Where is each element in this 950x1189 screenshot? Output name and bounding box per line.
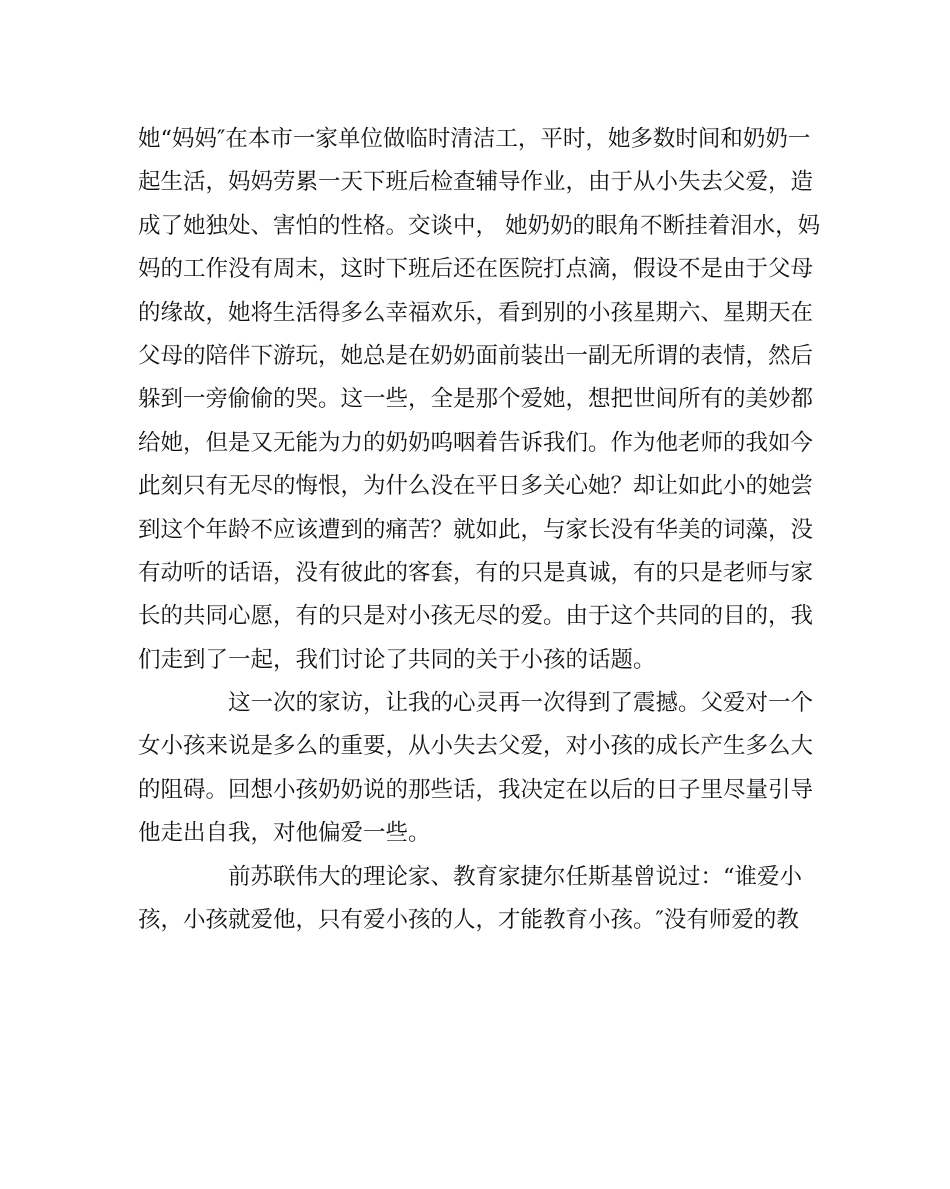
text-line: 到这个年龄不应该遭到的痛苦？就如此，与家长没有华美的词藻，没 [138, 516, 814, 543]
text-line: 起生活，妈妈劳累一天下班后检查辅导作业，由于从小失去父爱，造 [138, 169, 814, 196]
text-line: 给她，但是又无能为力的奶奶呜咽着告诉我们。作为他老师的我如今 [138, 429, 814, 456]
paragraph-start-line: 这一次的家访，让我的心灵再一次得到了震撼。父爱对一个 [228, 690, 814, 717]
text-line: 女小孩来说是多么的重要，从小失去父爱，对小孩的成长产生多么大 [138, 733, 814, 760]
text-line: 长的共同心愿，有的只是对小孩无尽的爱。由于这个共同的目的，我 [138, 603, 814, 630]
text-line: 的缘故，她将生活得多么幸福欢乐，看到别的小孩星期六、星期天在 [138, 299, 814, 326]
text-line: 她“妈妈″在本市一家单位做临时清洁工，平时，她多数时间和奶奶一 [138, 126, 811, 152]
text-line: 父母的陪伴下游玩，她总是在奶奶面前装出一副无所谓的表情，然后 [138, 342, 814, 369]
text-line: 有动听的话语，没有彼此的客套，有的只是真诚，有的只是老师与家 [138, 559, 814, 586]
text-line: 孩，小孩就爱他，只有爱小孩的人，才能教育小孩。″没有师爱的教 [138, 907, 799, 934]
text-line: 们走到了一起，我们讨论了共同的关于小孩的话题。 [138, 646, 656, 673]
text-line: 妈的工作没有周末，这时下班后还在医院打点滴，假设不是由于父母 [138, 256, 814, 283]
paragraph-start-line: 前苏联伟大的理论家、教育家捷尔任斯基曾说过：“谁爱小 [228, 863, 803, 890]
text-line: 躲到一旁偷偷的哭。这一些，全是那个爱她，想把世间所有的美妙都 [138, 386, 814, 413]
text-line: 的阻碍。回想小孩奶奶说的那些话，我决定在以后的日子里尽量引导 [138, 776, 814, 803]
text-line: 他走出自我，对他偏爱一些。 [138, 820, 431, 847]
text-line: 此刻只有无尽的悔恨，为什么没在平日多关心她？却让如此小的她尝 [138, 473, 814, 500]
text-line: 成了她独处、害怕的性格。交谈中， 她奶奶的眼角不断挂着泪水，妈 [138, 212, 821, 239]
body-text [138, 118, 838, 942]
